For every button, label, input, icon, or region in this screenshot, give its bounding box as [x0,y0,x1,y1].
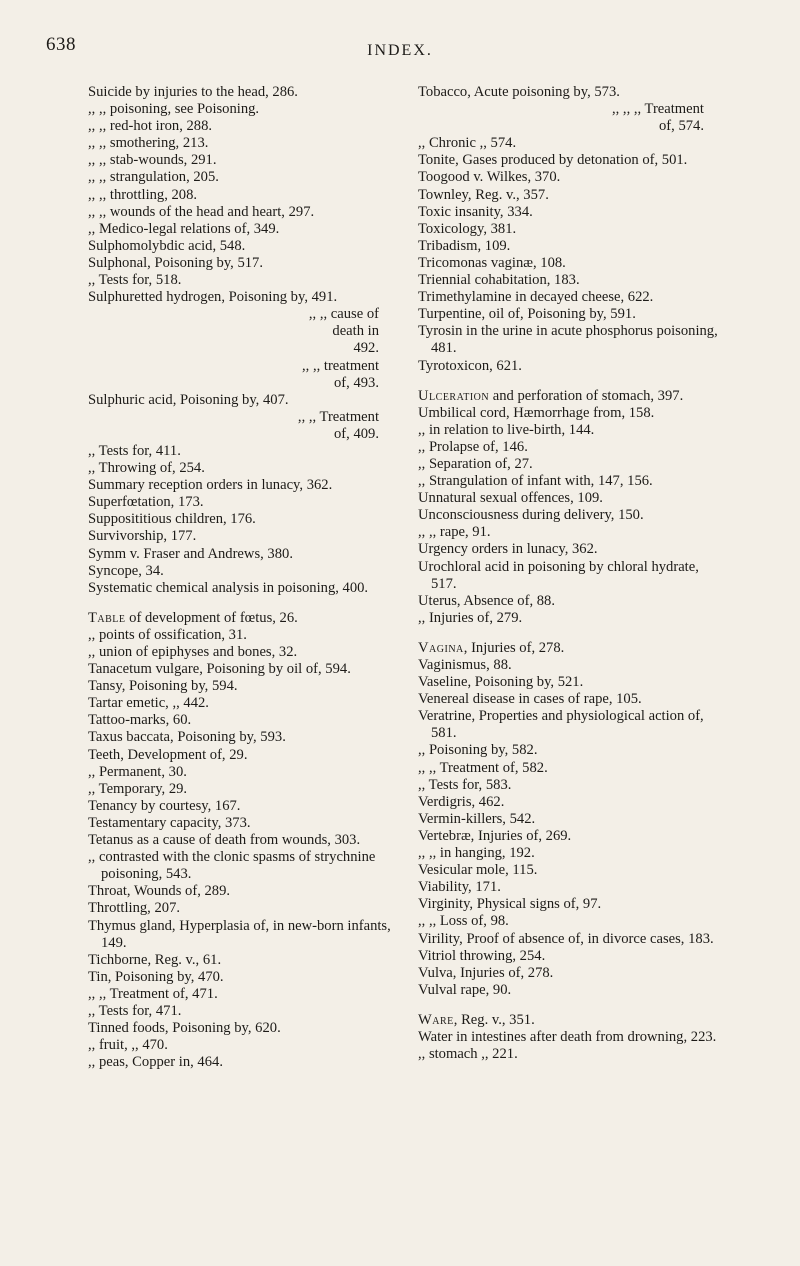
index-entry: Tonite, Gases produced by detonation of, 501. [418,152,688,169]
index-entry: ,, Prolapse of, 146. [418,438,528,455]
index-entry: Toogood v. Wilkes, 370. [418,169,561,186]
index-entry: ,, ,, Loss of, 98. [418,913,509,930]
index-entry: Vitriol throwing, 254. [418,947,546,964]
index-entry: Supposititious children, 176. [88,511,256,528]
index-entry: Virility, Proof of absence of, in divorce cases, 183. [418,930,714,947]
index-entry: ,, ,, stab-wounds, 291. [88,152,217,169]
index-entry: Suicide by injuries to the head, 286. [88,84,298,100]
index-entry: Thymus gland, Hyperplasia of, in new-born infants, 149. [88,917,391,951]
index-entry: ,, Injuries of, 279. [418,609,523,626]
entry-text: and perforation of stomach, 397. [489,387,684,404]
index-column-left [88,84,393,1071]
index-entry: Virginity, Physical signs of, 97. [418,896,602,913]
index-entry: ,, Separation of, 27. [418,455,533,472]
index-entry: ,, ,, smothering, 213. [88,135,209,152]
index-entry: ,, Poisoning by, 582. [418,742,538,759]
index-entry: Sulphuretted hydrogen, Poisoning by, 491. [88,289,338,306]
index-entry: ,, ,, poisoning, see Poisoning. [88,101,260,118]
index-entry: Symm v. Fraser and Andrews, 380. [88,545,293,562]
index-entry: ,, Strangulation of infant with, 147, 156. [418,473,653,490]
index-entry: ,, Permanent, 30. [88,763,187,780]
section-lead-word: Ulceration [418,387,490,404]
index-entry [418,640,718,657]
index-entry: Umbilical cord, Hæmorrhage from, 158. [418,404,655,421]
section-lead-word: Ware [418,1011,454,1028]
index-entry: Tricomonas vaginæ, 108. [418,254,566,271]
index-entry: Vulva, Injuries of, 278. [418,964,554,981]
index-entry: Tin, Poisoning by, 470. [88,968,224,985]
index-entry: Throat, Wounds of, 289. [88,883,231,900]
index-entry: Testamentary capacity, 373. [88,814,251,831]
index-entry-continuation: death in [332,323,379,340]
index-entry: ,, ,, treatment [302,357,379,374]
index-entry: Tenancy by courtesy, 167. [88,797,241,814]
index-entry: Verdigris, 462. [418,793,505,810]
index-entry: ,, ,, rape, 91. [418,524,491,541]
letter-gap [418,627,718,640]
index-entry: Triennial cohabitation, 183. [418,272,580,289]
index-entry: Tichborne, Reg. v., 61. [88,951,222,968]
entry-text: , Injuries of, 278. [463,639,565,656]
index-entry: Uterus, Absence of, 88. [418,592,555,609]
index-entry: Urgency orders in lunacy, 362. [418,541,598,558]
index-entry: Teeth, Development of, 29. [88,746,248,763]
index-entry: Unnatural sexual offences, 109. [418,490,603,507]
index-entry: Vertebræ, Injuries of, 269. [418,827,572,844]
page-number: 638 [46,34,76,55]
letter-gap [418,375,718,388]
index-entry: ,, Tests for, 411. [88,442,181,459]
index-column-right [418,84,718,1063]
index-entry: Townley, Reg. v., 357. [418,186,549,203]
index-entry: ,, fruit, ,, 470. [88,1037,168,1054]
running-head: INDEX. [367,42,433,59]
index-entry: ,, Temporary, 29. [88,780,188,797]
index-entry: Summary reception orders in lunacy, 362. [88,477,333,494]
index-entry: Systematic chemical analysis in poisoning, 400. [88,579,369,596]
section-lead-word: Vagina [418,639,464,656]
index-entry [88,610,393,627]
index-entry: Tribadism, 109. [418,237,511,254]
index-entry: ,, ,, red-hot iron, 288. [88,118,213,135]
index-entry: Sulphuric acid, Poisoning by, 407. [88,391,289,408]
index-entry: ,, Tests for, 471. [88,1002,182,1019]
index-entry [418,388,718,405]
index-entry: Tetanus as a cause of death from wounds, 303. [88,832,361,849]
index-entry: Vesicular mole, 115. [418,862,538,879]
index-entry: Sulphomolybdic acid, 548. [88,237,246,254]
index-entry: ,, Medico-legal relations of, 349. [88,220,280,237]
index-entry: Urochloral acid in poisoning by chloral hydrate, 517. [418,558,699,592]
index-entry: ,, points of ossification, 31. [88,626,247,643]
index-entry: Sulphonal, Poisoning by, 517. [88,254,264,271]
index-entry: ,, Tests for, 583. [418,776,512,793]
index-entry: Tanacetum vulgare, Poisoning by oil of, 594. [88,661,351,678]
index-entry-continuation: of, 409. [334,425,379,442]
index-entry: ,, peas, Copper in, 464. [88,1054,223,1071]
index-entry: ,, Chronic ,, 574. [418,135,517,152]
index-entry: ,, stomach ,, 221. [418,1046,518,1063]
index-entry: ,, ,, wounds of the head and heart, 297. [88,203,315,220]
index-entry: Toxicology, 381. [418,220,517,237]
entry-text: , Reg. v., 351. [453,1011,535,1028]
index-entry: Syncope, 34. [88,562,164,579]
index-entry: Survivorship, 177. [88,528,197,545]
index-entry: ,, union of epiphyses and bones, 32. [88,644,298,660]
letter-gap [88,597,393,610]
index-entry: ,, Throwing of, 254. [88,460,205,477]
index-entry: ,, ,, Treatment [297,408,379,425]
section-lead-word: Table [88,609,126,626]
index-entry: Vaseline, Poisoning by, 521. [418,674,584,691]
index-entry: ,, ,, throttling, 208. [88,186,198,203]
index-entry: Tinned foods, Poisoning by, 620. [88,1020,281,1037]
index-entry: Taxus baccata, Poisoning by, 593. [88,729,286,746]
index-entry: Vaginismus, 88. [418,657,512,673]
index-entry-continuation: of, 493. [334,374,379,391]
index-entry: Veratrine, Properties and physiological action of, 581. [418,708,704,742]
index-entry: ,, contrasted with the clonic spasms of strychnine poisoning, 543. [88,849,376,883]
index-entry: ,, ,, Treatment of, 582. [418,759,548,776]
index-entry: Tartar emetic, ,, 442. [88,695,209,712]
index-entry: ,, in relation to live-birth, 144. [418,421,595,438]
index-entry-continuation: 492. [353,340,379,357]
index-entry: ,, ,, in hanging, 192. [418,845,535,862]
index-entry: Trimethylamine in decayed cheese, 622. [418,289,654,306]
index-entry: Tobacco, Acute poisoning by, 573. [418,84,620,100]
index-entry: Tyrotoxicon, 621. [418,357,522,374]
entry-text: of development of fœtus, 26. [125,609,298,626]
index-entry: Throttling, 207. [88,900,181,917]
index-entry [418,1012,718,1029]
index-entry: Turpentine, oil of, Poisoning by, 591. [418,306,636,323]
letter-gap [418,999,718,1012]
index-entry: Tyrosin in the urine in acute phosphorus poisoning, 481. [418,323,718,357]
index-entry: Water in intestines after death from drowning, 223. [418,1028,717,1045]
index-entry: Viability, 171. [418,879,501,896]
index-entry: Unconsciousness during delivery, 150. [418,507,644,524]
index-entry: Tattoo-marks, 60. [88,712,192,729]
index-entry: Venereal disease in cases of rape, 105. [418,691,642,708]
index-entry: Superfœtation, 173. [88,494,204,511]
index-entry: ,, Tests for, 518. [88,272,182,289]
index-entry: ,, ,, strangulation, 205. [88,169,219,186]
index-entry: ,, ,, cause of [308,306,379,323]
index-entry: Tansy, Poisoning by, 594. [88,678,238,695]
index-entry: Vermin-killers, 542. [418,810,536,827]
index-entry-continuation: of, 574. [659,118,704,135]
index-entry: Vulval rape, 90. [418,981,512,998]
index-entry: ,, ,, ,, Treatment [611,101,704,118]
index-entry: ,, ,, Treatment of, 471. [88,985,218,1002]
index-entry: Toxic insanity, 334. [418,203,533,220]
